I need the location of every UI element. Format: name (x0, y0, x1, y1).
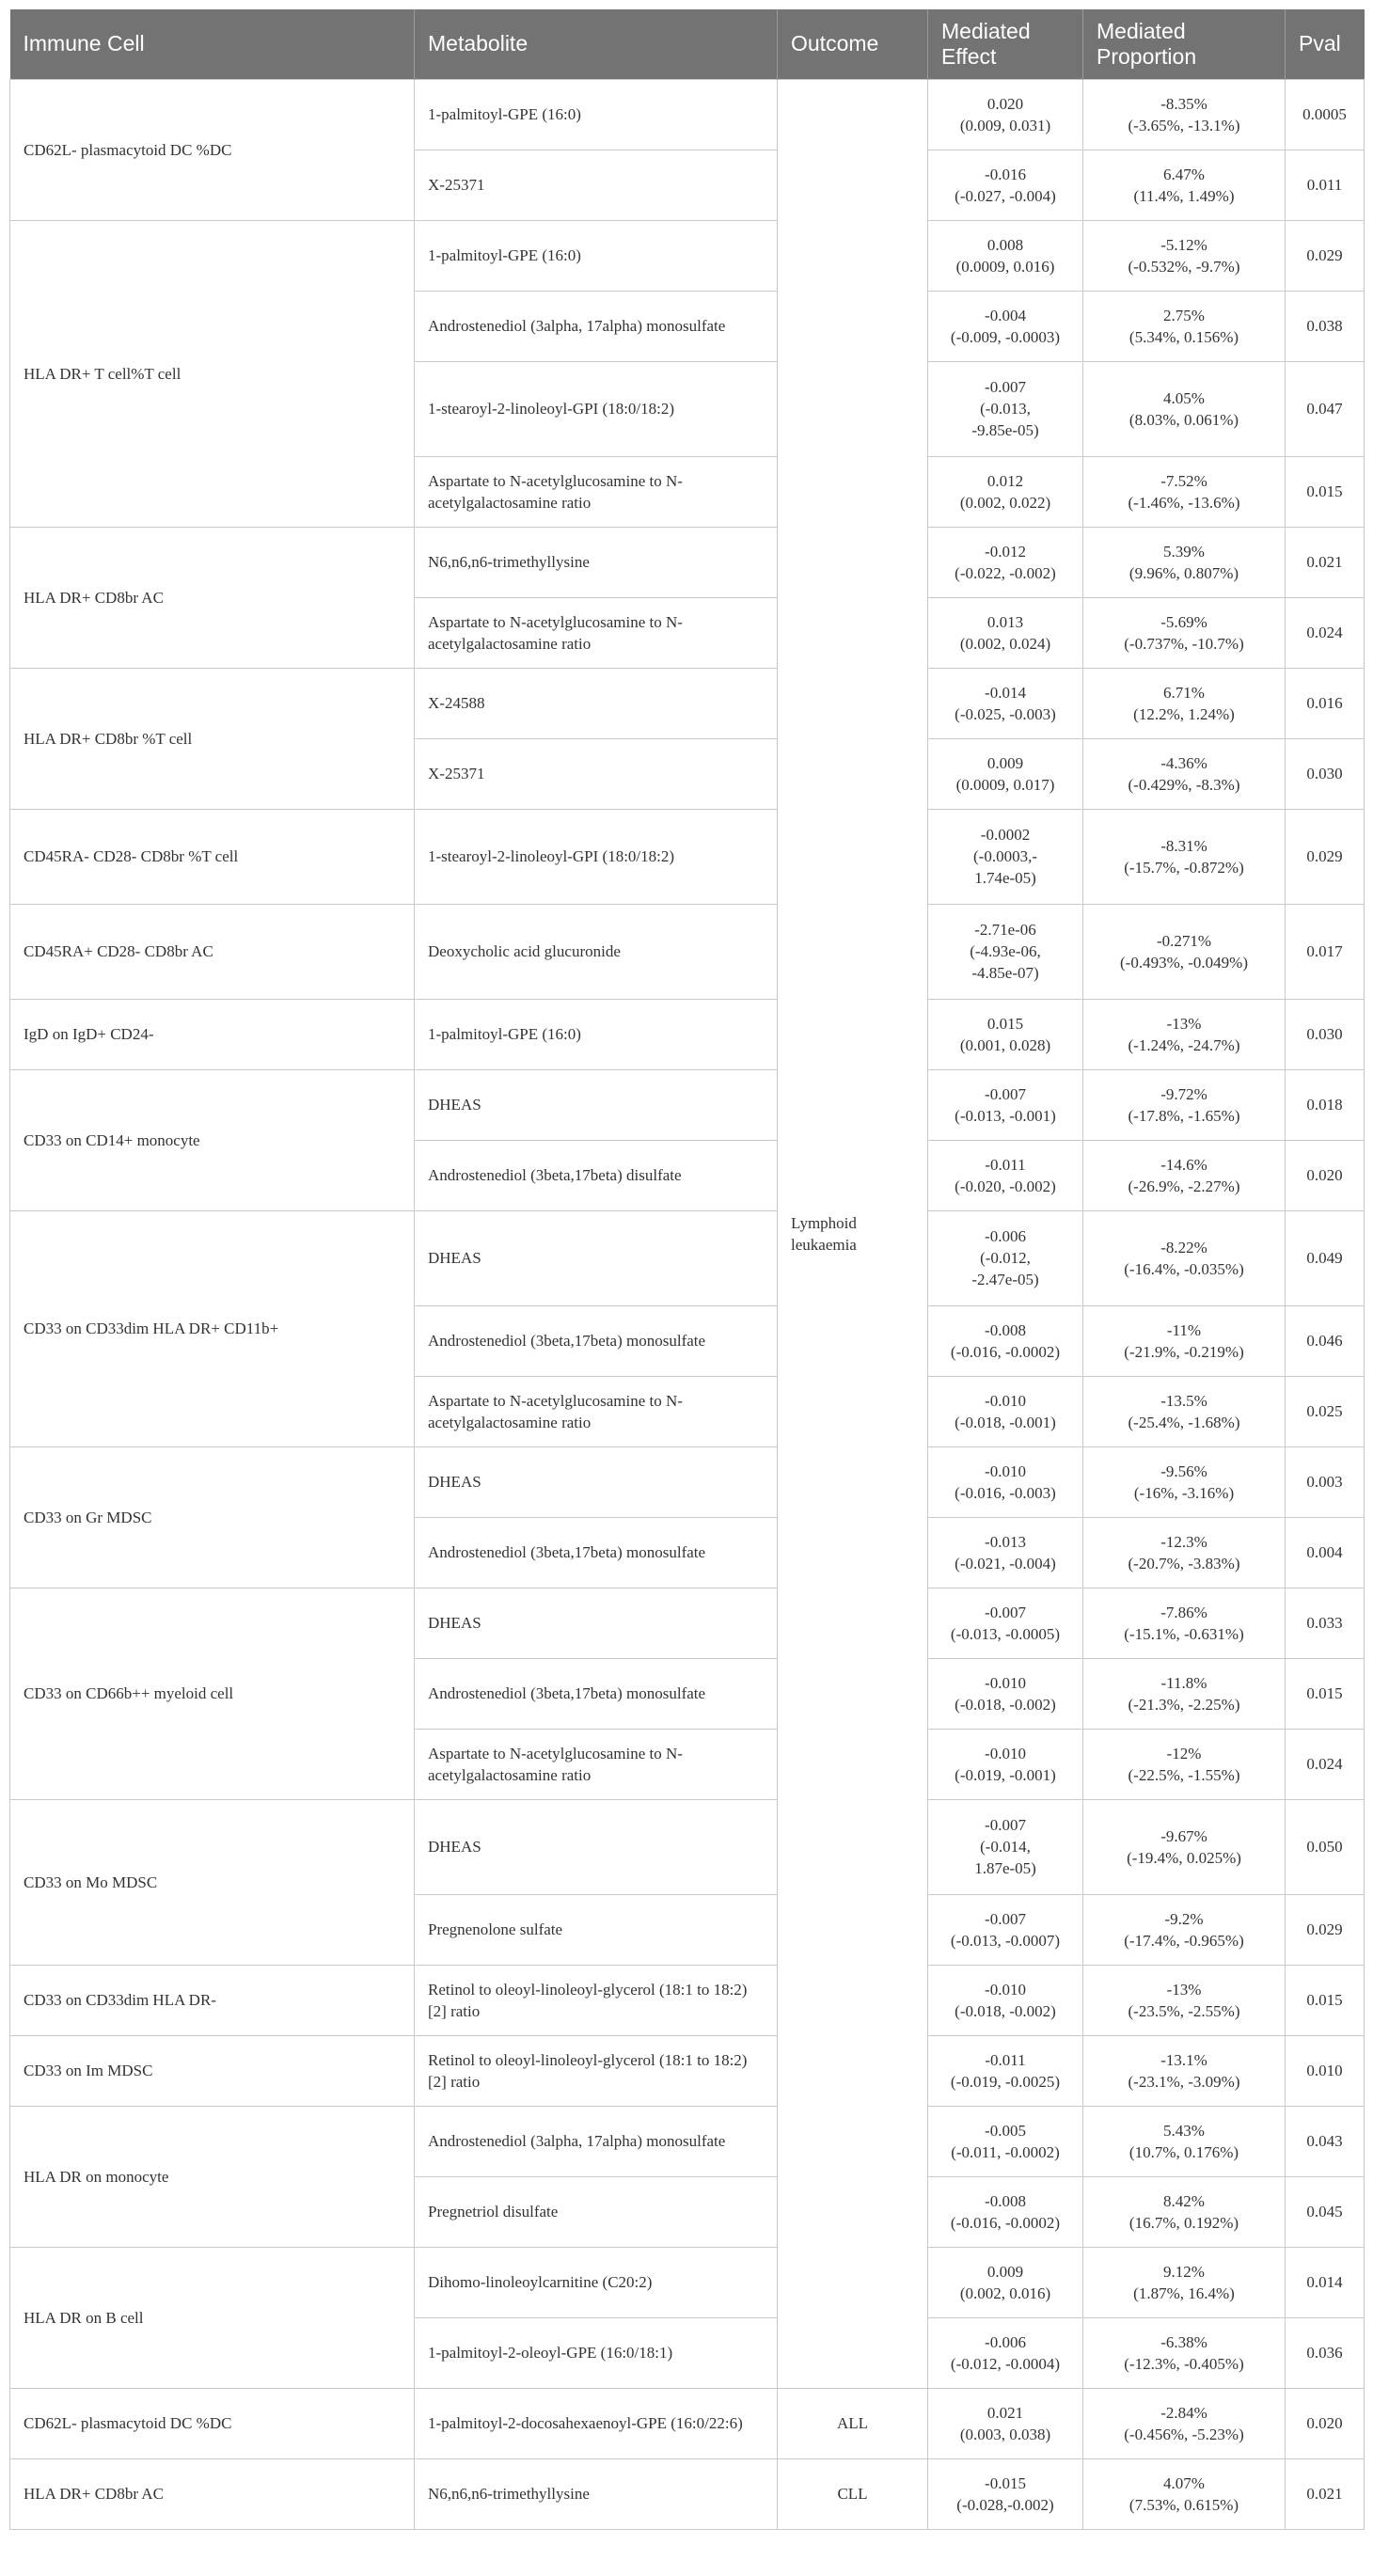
pval-cell: 0.017 (1286, 904, 1365, 999)
immune-cell-cell: HLA DR+ CD8br %T cell (10, 668, 415, 809)
pval-cell: 0.038 (1286, 291, 1365, 361)
mediated-proportion-cell: -7.52% (-1.46%, -13.6%) (1083, 456, 1286, 527)
metabolite-cell: Retinol to oleoyl-linoleoyl-glycerol (18:1 to 18:2) [2] ratio (415, 1965, 778, 2035)
mediated-proportion-cell: 4.05% (8.03%, 0.061%) (1083, 361, 1286, 456)
pval-cell: 0.015 (1286, 456, 1365, 527)
mediated-effect-cell: -0.016 (-0.027, -0.004) (928, 150, 1083, 220)
pval-cell: 0.014 (1286, 2247, 1365, 2317)
metabolite-cell: DHEAS (415, 1446, 778, 1517)
metabolite-cell: 1-palmitoyl-2-docosahexaenoyl-GPE (16:0/22:6) (415, 2388, 778, 2458)
pval-cell: 0.018 (1286, 1069, 1365, 1140)
immune-cell-cell: CD62L- plasmacytoid DC %DC (10, 79, 415, 220)
mediated-proportion-cell: -0.271% (-0.493%, -0.049%) (1083, 904, 1286, 999)
mediated-proportion-cell: -8.31% (-15.7%, -0.872%) (1083, 809, 1286, 904)
header-mediated-effect: Mediated Effect (928, 9, 1083, 79)
table-row (10, 999, 1365, 1069)
mediated-proportion-cell: -9.56% (-16%, -3.16%) (1083, 1446, 1286, 1517)
pval-cell: 0.015 (1286, 1658, 1365, 1729)
outcome-cell: Lymphoid leukaemia (778, 79, 928, 2388)
metabolite-cell: Retinol to oleoyl-linoleoyl-glycerol (18:1 to 18:2) [2] ratio (415, 2035, 778, 2106)
metabolite-cell: Androstenediol (3beta,17beta) monosulfate (415, 1517, 778, 1588)
mediated-effect-cell: 0.021 (0.003, 0.038) (928, 2388, 1083, 2458)
mediated-proportion-cell: 4.07% (7.53%, 0.615%) (1083, 2458, 1286, 2529)
pval-cell: 0.036 (1286, 2317, 1365, 2388)
mediated-proportion-cell: -9.2% (-17.4%, -0.965%) (1083, 1894, 1286, 1965)
header-immune-cell: Immune Cell (10, 9, 415, 79)
mediated-proportion-cell: 6.71% (12.2%, 1.24%) (1083, 668, 1286, 738)
pval-cell: 0.025 (1286, 1376, 1365, 1446)
pval-cell: 0.045 (1286, 2176, 1365, 2247)
table-row (10, 2106, 1365, 2176)
table-row (10, 1799, 1365, 1894)
table-row (10, 904, 1365, 999)
mediation-results-table (9, 9, 1365, 2530)
immune-cell-cell: HLA DR+ CD8br AC (10, 2458, 415, 2529)
header-mediated-proportion: Mediated Proportion (1083, 9, 1286, 79)
mediated-effect-cell: -0.010 (-0.018, -0.002) (928, 1965, 1083, 2035)
metabolite-cell: 1-stearoyl-2-linoleoyl-GPI (18:0/18:2) (415, 361, 778, 456)
table-row (10, 668, 1365, 738)
metabolite-cell: DHEAS (415, 1210, 778, 1305)
mediated-proportion-cell: -5.12% (-0.532%, -9.7%) (1083, 220, 1286, 291)
metabolite-cell: 1-palmitoyl-GPE (16:0) (415, 79, 778, 150)
mediated-effect-cell: 0.012 (0.002, 0.022) (928, 456, 1083, 527)
outcome-cell: CLL (778, 2458, 928, 2529)
metabolite-cell: DHEAS (415, 1069, 778, 1140)
pval-cell: 0.030 (1286, 738, 1365, 809)
immune-cell-cell: HLA DR on B cell (10, 2247, 415, 2388)
metabolite-cell: DHEAS (415, 1799, 778, 1894)
pval-cell: 0.010 (1286, 2035, 1365, 2106)
mediated-effect-cell: -0.004 (-0.009, -0.0003) (928, 291, 1083, 361)
immune-cell-cell: CD33 on CD33dim HLA DR+ CD11b+ (10, 1210, 415, 1446)
immune-cell-cell: CD33 on Gr MDSC (10, 1446, 415, 1588)
mediated-effect-cell: -0.006 (-0.012, -2.47e-05) (928, 1210, 1083, 1305)
metabolite-cell: 1-stearoyl-2-linoleoyl-GPI (18:0/18:2) (415, 809, 778, 904)
table-row (10, 2458, 1365, 2529)
immune-cell-cell: CD33 on CD33dim HLA DR- (10, 1965, 415, 2035)
pval-cell: 0.049 (1286, 1210, 1365, 1305)
table-row (10, 1446, 1365, 1517)
mediated-effect-cell: -0.011 (-0.019, -0.0025) (928, 2035, 1083, 2106)
mediated-proportion-cell: -4.36% (-0.429%, -8.3%) (1083, 738, 1286, 809)
mediated-proportion-cell: 5.39% (9.96%, 0.807%) (1083, 527, 1286, 597)
mediated-proportion-cell: -13% (-23.5%, -2.55%) (1083, 1965, 1286, 2035)
table-row (10, 527, 1365, 597)
metabolite-cell: Pregnenolone sulfate (415, 1894, 778, 1965)
mediated-effect-cell: -0.010 (-0.018, -0.002) (928, 1658, 1083, 1729)
immune-cell-cell: HLA DR+ T cell%T cell (10, 220, 415, 527)
metabolite-cell: Aspartate to N-acetylglucosamine to N-acetylgalactosamine ratio (415, 1729, 778, 1799)
mediated-proportion-cell: -14.6% (-26.9%, -2.27%) (1083, 1140, 1286, 1210)
mediated-proportion-cell: -5.69% (-0.737%, -10.7%) (1083, 597, 1286, 668)
mediated-effect-cell: -0.012 (-0.022, -0.002) (928, 527, 1083, 597)
table-row (10, 1965, 1365, 2035)
table-row (10, 2035, 1365, 2106)
mediated-effect-cell: 0.009 (0.0009, 0.017) (928, 738, 1083, 809)
mediated-effect-cell: 0.020 (0.009, 0.031) (928, 79, 1083, 150)
mediated-proportion-cell: -2.84% (-0.456%, -5.23%) (1083, 2388, 1286, 2458)
pval-cell: 0.047 (1286, 361, 1365, 456)
pval-cell: 0.015 (1286, 1965, 1365, 2035)
metabolite-cell: Aspartate to N-acetylglucosamine to N-acetylgalactosamine ratio (415, 456, 778, 527)
mediated-effect-cell: -0.007 (-0.013, -9.85e-05) (928, 361, 1083, 456)
immune-cell-cell: CD33 on CD66b++ myeloid cell (10, 1588, 415, 1799)
header-outcome: Outcome (778, 9, 928, 79)
mediated-proportion-cell: 5.43% (10.7%, 0.176%) (1083, 2106, 1286, 2176)
metabolite-cell: Pregnetriol disulfate (415, 2176, 778, 2247)
metabolite-cell: 1-palmitoyl-GPE (16:0) (415, 220, 778, 291)
immune-cell-cell: CD33 on Mo MDSC (10, 1799, 415, 1965)
mediated-effect-cell: -0.007 (-0.013, -0.001) (928, 1069, 1083, 1140)
mediated-effect-cell: 0.013 (0.002, 0.024) (928, 597, 1083, 668)
metabolite-cell: X-24588 (415, 668, 778, 738)
table-row (10, 809, 1365, 904)
mediated-effect-cell: -0.008 (-0.016, -0.0002) (928, 2176, 1083, 2247)
mediated-effect-cell: 0.009 (0.002, 0.016) (928, 2247, 1083, 2317)
mediated-effect-cell: -0.011 (-0.020, -0.002) (928, 1140, 1083, 1210)
pval-cell: 0.021 (1286, 2458, 1365, 2529)
metabolite-cell: Androstenediol (3beta,17beta) monosulfate (415, 1658, 778, 1729)
mediated-effect-cell: -0.007 (-0.013, -0.0005) (928, 1588, 1083, 1658)
metabolite-cell: Androstenediol (3beta,17beta) monosulfate (415, 1305, 778, 1376)
mediated-effect-cell: -0.005 (-0.011, -0.0002) (928, 2106, 1083, 2176)
pval-cell: 0.033 (1286, 1588, 1365, 1658)
immune-cell-cell: IgD on IgD+ CD24- (10, 999, 415, 1069)
immune-cell-cell: CD33 on Im MDSC (10, 2035, 415, 2106)
pval-cell: 0.003 (1286, 1446, 1365, 1517)
mediated-proportion-cell: -12.3% (-20.7%, -3.83%) (1083, 1517, 1286, 1588)
mediated-proportion-cell: -12% (-22.5%, -1.55%) (1083, 1729, 1286, 1799)
mediated-proportion-cell: 9.12% (1.87%, 16.4%) (1083, 2247, 1286, 2317)
pval-cell: 0.020 (1286, 2388, 1365, 2458)
metabolite-cell: N6,n6,n6-trimethyllysine (415, 527, 778, 597)
mediated-proportion-cell: -11.8% (-21.3%, -2.25%) (1083, 1658, 1286, 1729)
table-row (10, 1210, 1365, 1305)
metabolite-cell: Androstenediol (3alpha, 17alpha) monosulfate (415, 291, 778, 361)
mediated-proportion-cell: -8.22% (-16.4%, -0.035%) (1083, 1210, 1286, 1305)
metabolite-cell: Androstenediol (3alpha, 17alpha) monosulfate (415, 2106, 778, 2176)
outcome-cell: ALL (778, 2388, 928, 2458)
mediated-proportion-cell: -13.1% (-23.1%, -3.09%) (1083, 2035, 1286, 2106)
mediated-proportion-cell: -9.67% (-19.4%, 0.025%) (1083, 1799, 1286, 1894)
mediated-effect-cell: -0.006 (-0.012, -0.0004) (928, 2317, 1083, 2388)
header-pval: Pval (1286, 9, 1365, 79)
header-row (10, 9, 1365, 79)
table-row (10, 220, 1365, 291)
metabolite-cell: X-25371 (415, 738, 778, 809)
pval-cell: 0.016 (1286, 668, 1365, 738)
metabolite-cell: Dihomo-linoleoylcarnitine (C20:2) (415, 2247, 778, 2317)
metabolite-cell: 1-palmitoyl-GPE (16:0) (415, 999, 778, 1069)
mediated-effect-cell: -0.007 (-0.013, -0.0007) (928, 1894, 1083, 1965)
mediated-effect-cell: -0.0002 (-0.0003,- 1.74e-05) (928, 809, 1083, 904)
pval-cell: 0.024 (1286, 1729, 1365, 1799)
mediated-effect-cell: -0.010 (-0.019, -0.001) (928, 1729, 1083, 1799)
pval-cell: 0.029 (1286, 809, 1365, 904)
mediated-effect-cell: -0.014 (-0.025, -0.003) (928, 668, 1083, 738)
metabolite-cell: X-25371 (415, 150, 778, 220)
mediated-proportion-cell: -8.35% (-3.65%, -13.1%) (1083, 79, 1286, 150)
metabolite-cell: Deoxycholic acid glucuronide (415, 904, 778, 999)
header-metabolite: Metabolite (415, 9, 778, 79)
immune-cell-cell: CD45RA- CD28- CD8br %T cell (10, 809, 415, 904)
pval-cell: 0.050 (1286, 1799, 1365, 1894)
metabolite-cell: DHEAS (415, 1588, 778, 1658)
mediated-proportion-cell: 2.75% (5.34%, 0.156%) (1083, 291, 1286, 361)
mediated-effect-cell: 0.015 (0.001, 0.028) (928, 999, 1083, 1069)
pval-cell: 0.020 (1286, 1140, 1365, 1210)
immune-cell-cell: CD33 on CD14+ monocyte (10, 1069, 415, 1210)
mediated-effect-cell: 0.008 (0.0009, 0.016) (928, 220, 1083, 291)
immune-cell-cell: HLA DR+ CD8br AC (10, 527, 415, 668)
pval-cell: 0.0005 (1286, 79, 1365, 150)
mediated-effect-cell: -0.010 (-0.016, -0.003) (928, 1446, 1083, 1517)
metabolite-cell: N6,n6,n6-trimethyllysine (415, 2458, 778, 2529)
mediated-effect-cell: -0.007 (-0.014, 1.87e-05) (928, 1799, 1083, 1894)
mediated-proportion-cell: -7.86% (-15.1%, -0.631%) (1083, 1588, 1286, 1658)
mediated-proportion-cell: -13.5% (-25.4%, -1.68%) (1083, 1376, 1286, 1446)
table-row (10, 2388, 1365, 2458)
table-row (10, 79, 1365, 150)
pval-cell: 0.011 (1286, 150, 1365, 220)
metabolite-cell: Androstenediol (3beta,17beta) disulfate (415, 1140, 778, 1210)
metabolite-cell: Aspartate to N-acetylglucosamine to N-acetylgalactosamine ratio (415, 597, 778, 668)
mediated-proportion-cell: -13% (-1.24%, -24.7%) (1083, 999, 1286, 1069)
pval-cell: 0.029 (1286, 220, 1365, 291)
mediated-proportion-cell: -6.38% (-12.3%, -0.405%) (1083, 2317, 1286, 2388)
mediated-effect-cell: -0.008 (-0.016, -0.0002) (928, 1305, 1083, 1376)
mediated-proportion-cell: 8.42% (16.7%, 0.192%) (1083, 2176, 1286, 2247)
metabolite-cell: Aspartate to N-acetylglucosamine to N-acetylgalactosamine ratio (415, 1376, 778, 1446)
pval-cell: 0.046 (1286, 1305, 1365, 1376)
pval-cell: 0.021 (1286, 527, 1365, 597)
immune-cell-cell: HLA DR on monocyte (10, 2106, 415, 2247)
table-row (10, 2247, 1365, 2317)
mediated-effect-cell: -2.71e-06 (-4.93e-06, -4.85e-07) (928, 904, 1083, 999)
pval-cell: 0.030 (1286, 999, 1365, 1069)
mediated-effect-cell: -0.010 (-0.018, -0.001) (928, 1376, 1083, 1446)
immune-cell-cell: CD62L- plasmacytoid DC %DC (10, 2388, 415, 2458)
table-row (10, 1588, 1365, 1658)
pval-cell: 0.024 (1286, 597, 1365, 668)
mediated-effect-cell: -0.015 (-0.028,-0.002) (928, 2458, 1083, 2529)
mediated-proportion-cell: 6.47% (11.4%, 1.49%) (1083, 150, 1286, 220)
mediated-proportion-cell: -9.72% (-17.8%, -1.65%) (1083, 1069, 1286, 1140)
mediated-effect-cell: -0.013 (-0.021, -0.004) (928, 1517, 1083, 1588)
pval-cell: 0.043 (1286, 2106, 1365, 2176)
mediated-proportion-cell: -11% (-21.9%, -0.219%) (1083, 1305, 1286, 1376)
metabolite-cell: 1-palmitoyl-2-oleoyl-GPE (16:0/18:1) (415, 2317, 778, 2388)
table-row (10, 1069, 1365, 1140)
pval-cell: 0.004 (1286, 1517, 1365, 1588)
immune-cell-cell: CD45RA+ CD28- CD8br AC (10, 904, 415, 999)
pval-cell: 0.029 (1286, 1894, 1365, 1965)
